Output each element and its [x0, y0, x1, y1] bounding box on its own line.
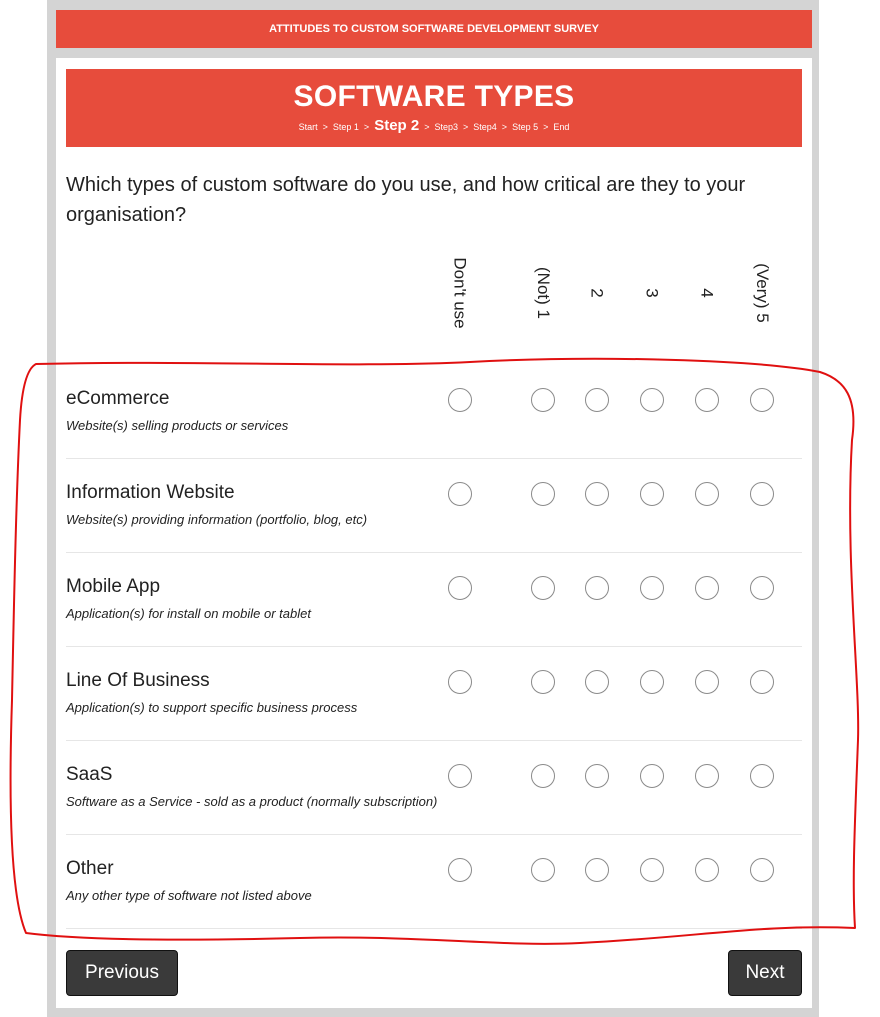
survey-title-banner [56, 10, 812, 48]
rating-radio[interactable] [695, 858, 719, 882]
rating-radio[interactable] [750, 670, 774, 694]
step-item: Step 1 [332, 122, 359, 132]
rating-radio[interactable] [640, 388, 664, 412]
rating-radio[interactable] [695, 576, 719, 600]
survey-content [56, 58, 812, 1008]
step-current: Step 2 [374, 117, 420, 134]
step-item: Start [298, 122, 318, 132]
step-separator: > [463, 122, 469, 132]
step-item: End [553, 122, 570, 132]
rating-radio[interactable] [640, 576, 664, 600]
rating-radio[interactable] [448, 764, 472, 788]
rating-radio[interactable] [750, 576, 774, 600]
rating-radio[interactable] [750, 388, 774, 412]
matrix-row [66, 740, 802, 835]
rating-radio[interactable] [695, 764, 719, 788]
next-button[interactable]: Next [728, 950, 802, 996]
rating-radio[interactable] [531, 576, 555, 600]
step-breadcrumb [66, 117, 802, 134]
matrix-row [66, 458, 802, 553]
matrix-row [66, 552, 802, 647]
rating-radio[interactable] [531, 388, 555, 412]
matrix-row [66, 834, 802, 929]
step-separator: > [543, 122, 549, 132]
rating-radio[interactable] [695, 482, 719, 506]
rating-radio[interactable] [448, 482, 472, 506]
rating-radio[interactable] [531, 670, 555, 694]
section-header [66, 69, 802, 147]
rating-radio[interactable] [640, 764, 664, 788]
rating-radio[interactable] [585, 858, 609, 882]
rating-radio[interactable] [640, 858, 664, 882]
row-label: Other [66, 858, 114, 879]
rating-radio[interactable] [585, 764, 609, 788]
row-description: Any other type of software not listed above [66, 888, 312, 903]
previous-button[interactable]: Previous [66, 950, 178, 996]
rating-radio[interactable] [585, 670, 609, 694]
row-label: eCommerce [66, 388, 170, 409]
column-header-label: Don't use [451, 257, 471, 329]
rating-radio[interactable] [640, 670, 664, 694]
rating-radio[interactable] [750, 482, 774, 506]
question-text: Which types of custom software do you use, and how critical are they to your organisation? [66, 174, 746, 226]
rating-radio[interactable] [531, 858, 555, 882]
rating-radio[interactable] [448, 576, 472, 600]
rating-radio[interactable] [750, 858, 774, 882]
column-header [637, 248, 667, 338]
column-header-label: (Not) 1 [534, 267, 553, 319]
row-description: Software as a Service - sold as a product (normally subscription) [66, 794, 438, 809]
page-title: SOFTWARE TYPES [293, 80, 575, 113]
step-item: Step 5 [512, 122, 539, 132]
rating-radio[interactable] [695, 670, 719, 694]
row-description: Website(s) providing information (portfolio, blog, etc) [66, 512, 368, 527]
column-header-label: 3 [643, 288, 662, 298]
column-header-label: 2 [588, 288, 607, 298]
step-separator: > [322, 122, 328, 132]
rating-radio[interactable] [695, 388, 719, 412]
survey-title: ATTITUDES TO CUSTOM SOFTWARE DEVELOPMENT SURVEY [269, 23, 599, 35]
row-label: Information Website [66, 482, 235, 503]
row-description: Application(s) for install on mobile or tablet [66, 606, 311, 621]
row-description: Application(s) to support specific business process [66, 700, 358, 715]
step-separator: > [424, 122, 430, 132]
column-header [582, 248, 612, 338]
rating-radio[interactable] [640, 482, 664, 506]
rating-radio[interactable] [448, 388, 472, 412]
matrix-row [66, 364, 802, 459]
rating-radio[interactable] [448, 670, 472, 694]
rating-radio[interactable] [448, 858, 472, 882]
row-label: Line Of Business [66, 670, 210, 691]
column-header [747, 248, 777, 338]
step-item: Step3 [434, 122, 458, 132]
column-header-label: 4 [698, 288, 717, 298]
step-item: Step4 [473, 122, 497, 132]
rating-radio[interactable] [585, 576, 609, 600]
row-label: Mobile App [66, 576, 161, 597]
row-description: Website(s) selling products or services [66, 418, 289, 433]
rating-radio[interactable] [531, 482, 555, 506]
column-header [445, 248, 475, 338]
column-header-label: (Very) 5 [753, 263, 772, 323]
step-separator: > [501, 122, 508, 132]
rating-radio[interactable] [531, 764, 555, 788]
step-separator: > [363, 122, 370, 132]
rating-radio[interactable] [585, 482, 609, 506]
matrix-row [66, 646, 802, 741]
column-header [692, 248, 722, 338]
row-label: SaaS [66, 764, 113, 785]
rating-radio[interactable] [585, 388, 609, 412]
rating-radio[interactable] [750, 764, 774, 788]
column-header [528, 248, 558, 338]
